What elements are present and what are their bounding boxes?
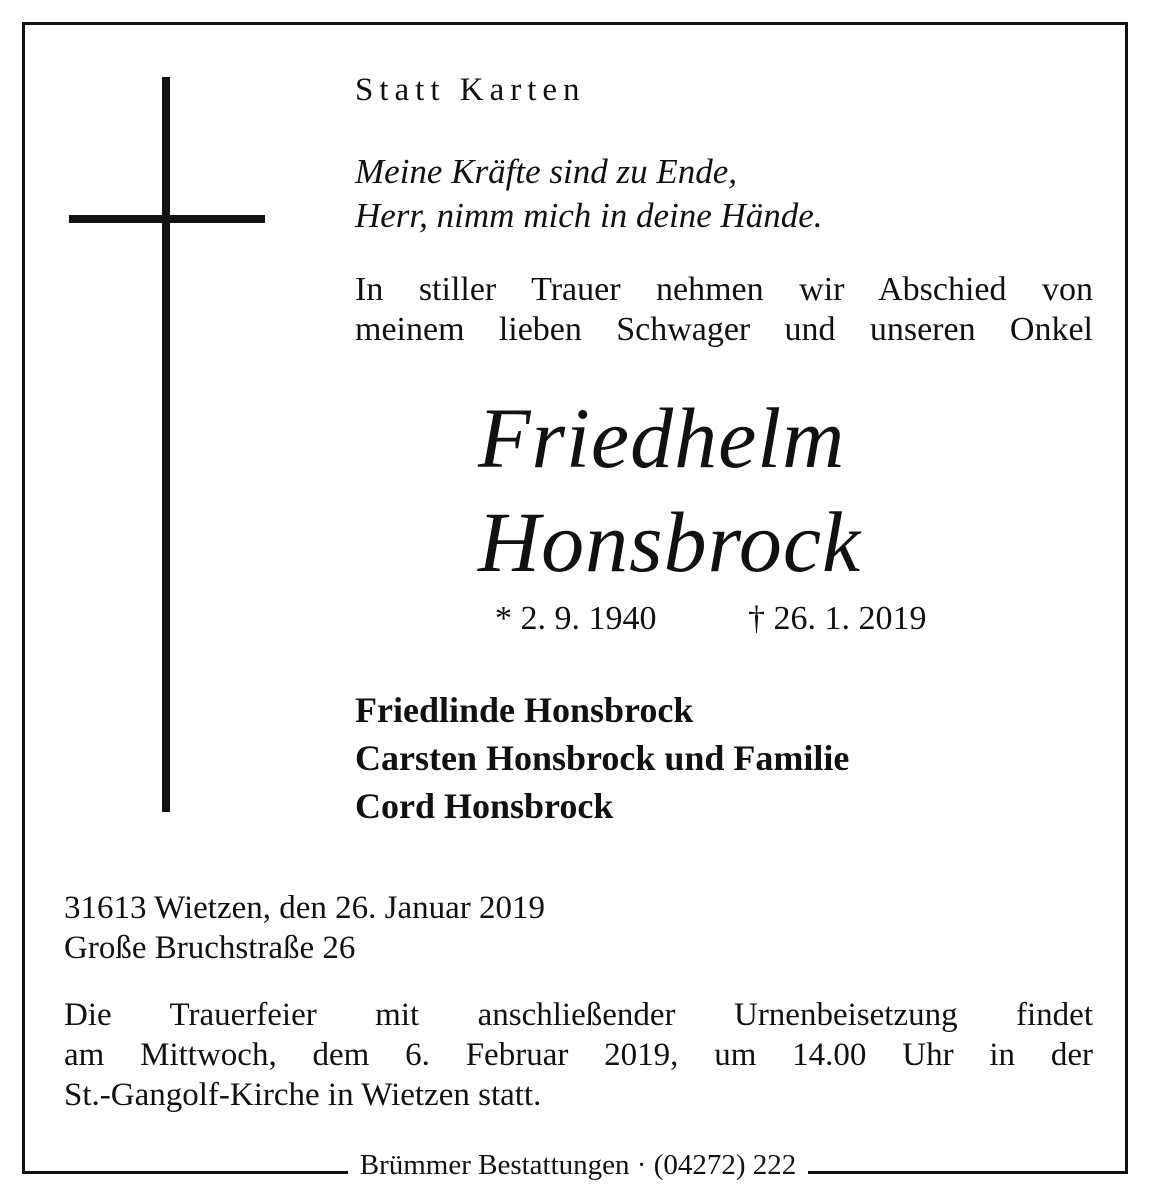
ceremony-info bbox=[64, 995, 1093, 1115]
deceased-first-name: Friedhelm bbox=[478, 390, 846, 486]
intro-line-2: meinem lieben Schwager und unseren Onkel bbox=[355, 311, 1093, 348]
statt-karten-heading: Statt Karten bbox=[355, 72, 586, 108]
verse-line-1: Meine Kräfte sind zu Ende, bbox=[355, 152, 738, 191]
verse bbox=[355, 150, 823, 238]
intro-line-1: In stiller Trauer nehmen wir Abschied von bbox=[355, 271, 1093, 308]
birth-date: * 2. 9. 1940 bbox=[495, 600, 657, 637]
ceremony-line-2: am Mittwoch, dem 6. Februar 2019, um 14.00 Uhr in der bbox=[64, 1037, 1093, 1073]
death-date: † 26. 1. 2019 bbox=[748, 600, 927, 637]
mourners-list bbox=[355, 686, 849, 830]
deceased-last-name: Honsbrock bbox=[478, 494, 862, 590]
ceremony-line-1: Die Trauerfeier mit anschließender Urnenbeisetzung findet bbox=[64, 997, 1093, 1033]
deceased-name bbox=[478, 386, 861, 594]
cross-icon-horizontal-bar bbox=[69, 215, 265, 223]
verse-line-2: Herr, nimm mich in deine Hände. bbox=[355, 196, 823, 235]
mourner-item: Cord Honsbrock bbox=[355, 786, 614, 826]
ceremony-line-3: St.-Gangolf-Kirche in Wietzen statt. bbox=[64, 1077, 542, 1113]
undertaker-credit: Brümmer Bestattungen · (04272) 222 bbox=[348, 1148, 809, 1182]
address-line-1: 31613 Wietzen, den 26. Januar 2019 bbox=[64, 890, 546, 926]
address-block bbox=[64, 888, 545, 968]
address-line-2: Große Bruchstraße 26 bbox=[64, 930, 356, 966]
cross-icon-vertical-bar bbox=[162, 77, 170, 812]
mourner-item: Friedlinde Honsbrock bbox=[355, 690, 694, 730]
mourner-item: Carsten Honsbrock und Familie bbox=[355, 738, 850, 778]
intro-text bbox=[355, 270, 1093, 350]
footer bbox=[0, 1148, 1156, 1182]
